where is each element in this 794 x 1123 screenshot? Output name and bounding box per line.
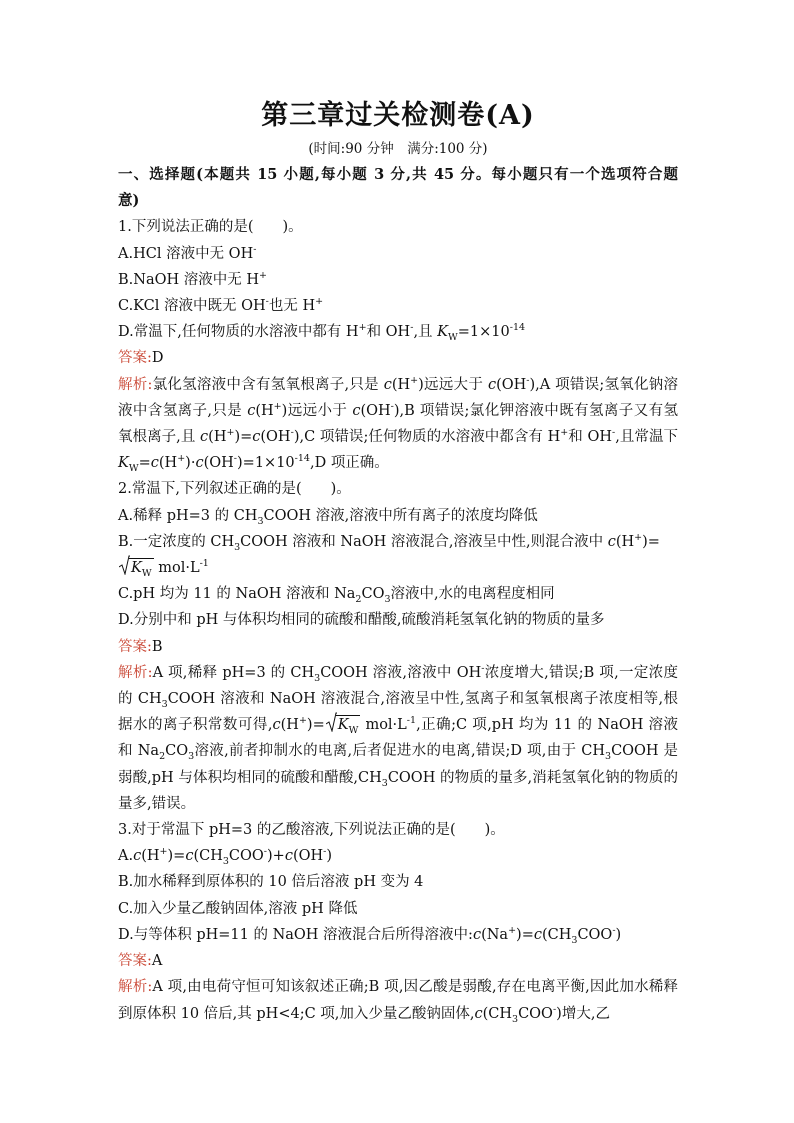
option-a: $A.c(H^+)=c(CH_3COO^-)+c(OH^-)$ <box>118 846 333 868</box>
option-c: C.加入少量乙酸钠固体,溶液 pH 降低 <box>118 900 358 917</box>
square-root-sign: $K_W$ <box>119 555 154 581</box>
page-title: 第三章过关检测卷(A) <box>261 100 535 131</box>
option-a: A.HCl 溶液中无 OH- <box>118 243 257 262</box>
answer-line: 答案:A <box>118 953 163 970</box>
option-b: B.加水稀释到原体积的 10 倍后溶液 pH 变为 4 <box>118 874 424 891</box>
option-c: C.pH 均为 11 的 NaOH 溶液和 $Na_2CO_3$溶液中,水的电离程度相同 <box>118 586 555 606</box>
question-stem: 3.对于常温下 pH=3 的乙酸溶液,下列说法正确的是( )。 <box>118 822 505 839</box>
explanation: 解析:氯化氢溶液中含有氢氧根离子,只是 c(H+)远远大于 c(OH-),A 项错误;氢氧化钠溶液中含氢离子,只是 c(H+)远远小于 c(OH-),B 项错误;氯化钾溶液中既有氢离子又有氢氧根离子,且 c(H+)=c(OH-),C 项错误;任何物质的水溶液中都含有 H+和 OH-,且常温下 $K_W=c(H^+)\cdot c(OH^-)=1\times 10^{-14},D$ 项正确。 <box>118 374 679 475</box>
exam-page <box>118 96 678 1027</box>
square-root-sign: $K_W$ <box>326 712 361 738</box>
option-c: C.KCl 溶液中既无 OH-也无 H+ <box>118 296 324 315</box>
option-d: D.常温下,任何物质的水溶液中都有 H+和 OH-,且 $K_W=1\times 10^{-14}$ <box>118 322 526 344</box>
question-stem: 2.常温下,下列叙述正确的是( )。 <box>118 481 351 498</box>
option-d: D.分别中和 pH 与体积均相同的硫酸和醋酸,硫酸消耗氢氧化钠的物质的量多 <box>118 612 605 629</box>
explanation: 解析:A 项,稀释 pH=3 的 $CH_3COOH$ 溶液,溶液中 OH-浓度增大,错误;B 项,一定浓度的 $CH_3COOH$ 溶液和 NaOH 溶液混合,溶液呈中性,氢离子和氢氧根离子浓度相等,根据水的离子积常数可得,c(H+)= $K_W$ $mol\cdot L^{-1}$,正确;C 项,pH 均为 11 的 NaOH 溶液和 $Na_2CO_3$溶液,前者抑制水的电离,后者促进水的电离,错误;D 项,由于 $CH_3COOH$ 是弱酸,pH 与体积均相同的硫酸和醋酸$,CH_3COOH$ 的物质的量多,消耗氢氧化钠的物质的量多,错误。 <box>118 663 679 812</box>
section-heading: 一、选择题(本题共 15 小题,每小题 3 分,共 45 分。每小题只有一个选项符合题 意) <box>118 166 678 210</box>
explanation: 解析:A 项,由电荷守恒可知该叙述正确;B 项,因乙酸是弱酸,存在电离平衡,因此加水稀释到原体积 10 倍后,其 pH<4;C 项,加入少量乙酸钠固体$,c(CH_3COO^-)$增大,乙 <box>118 979 678 1025</box>
option-b: B.一定浓度的 $CH_3COOH$ 溶液和 NaOH 溶液混合,溶液呈中性,则混合液中 c(H+)= $K_W$ $mol\cdot L^{-1}$ <box>118 529 678 581</box>
option-a: A.稀释 pH=3 的 $CH_3COOH$ 溶液,溶液中所有离子的浓度均降低 <box>118 507 538 527</box>
question-stem: 1.下列说法正确的是( )。 <box>118 219 303 236</box>
answer-line: 答案:B <box>118 638 163 655</box>
question-2 <box>118 476 678 817</box>
exam-time-score: (时间:90 分钟 满分:100 分) <box>308 141 488 157</box>
question-1 <box>118 214 678 476</box>
answer-line: 答案:D <box>118 350 164 367</box>
option-b: B.NaOH 溶液中无 H+ <box>118 269 267 288</box>
question-3 <box>118 817 678 1027</box>
option-d: D.与等体积 pH=11 的 NaOH 溶液混合后所得溶液中$:c(Na^+)=c(CH_3COO^-)$ <box>118 925 622 946</box>
